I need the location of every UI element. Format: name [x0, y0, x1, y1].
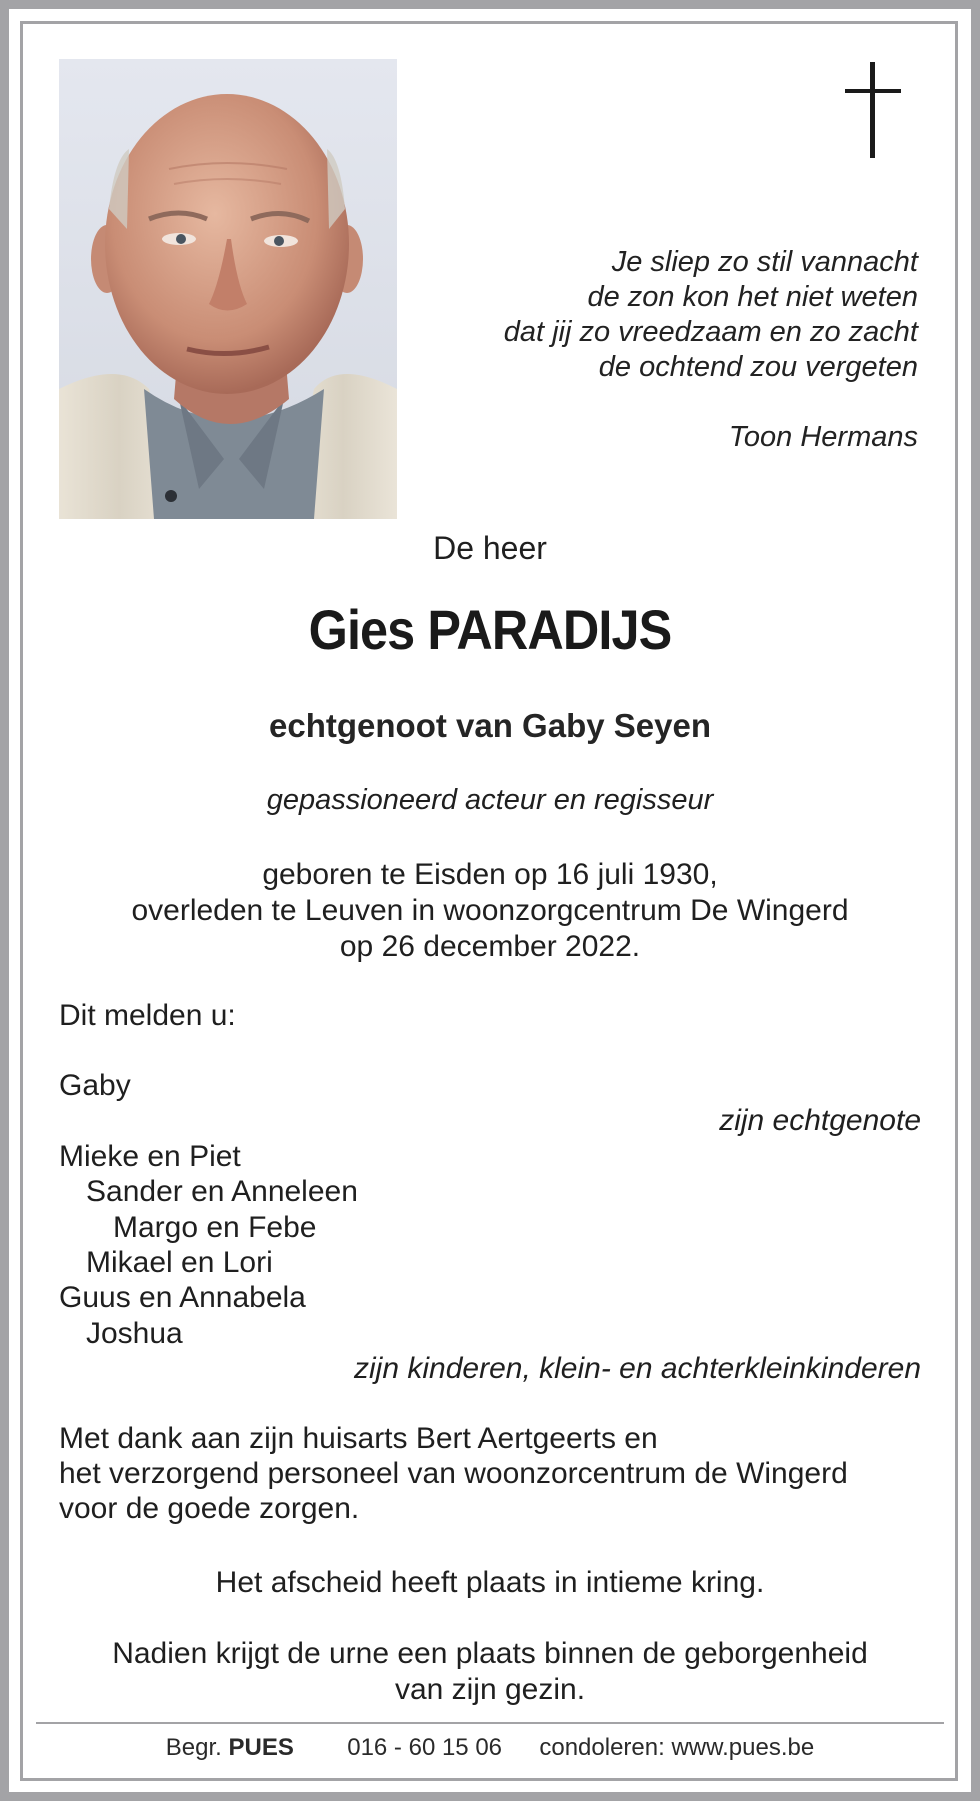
announcement: Dit melden u:: [59, 999, 236, 1032]
footer-divider: [36, 1722, 944, 1724]
honorific: De heer: [433, 530, 547, 566]
family-spouse-name: Gaby: [59, 1069, 131, 1102]
family-member: Margo en Febe: [113, 1210, 317, 1244]
cross-icon: [845, 62, 901, 158]
family-spouse-role: zijn echtgenote: [719, 1104, 921, 1138]
life-dates: [0, 857, 980, 965]
footer-phone: 016 - 60 15 06: [347, 1734, 503, 1761]
urn-line: van zijn gezin.: [394, 1673, 586, 1706]
footer-condolence-link[interactable]: condoleren: www.pues.be: [539, 1734, 815, 1761]
family-member: Joshua: [86, 1316, 183, 1350]
footer-prefix: Begr.: [165, 1734, 222, 1761]
poem-line: de zon kon het niet weten: [587, 281, 918, 313]
family-member: Guus en Annabela: [59, 1281, 306, 1315]
poem: [318, 245, 918, 455]
footer: [0, 1734, 980, 1762]
thanks-line: voor de goede zorgen.: [59, 1492, 360, 1525]
funeral-company: PUES: [228, 1734, 294, 1761]
dates-line: overleden te Leuven in woonzorgcentrum De Wingerd: [131, 894, 849, 927]
dates-line: op 26 december 2022.: [339, 930, 641, 963]
urn-notice: [0, 1636, 980, 1708]
dates-line: geboren te Eisden op 16 juli 1930,: [262, 858, 718, 891]
family-member: Sander en Anneleen: [86, 1175, 358, 1209]
family-member: Mieke en Piet: [59, 1139, 241, 1173]
poem-author: Toon Hermans: [728, 421, 918, 453]
profession: gepassioneerd acteur en regisseur: [266, 784, 714, 816]
poem-line: de ochtend zou vergeten: [598, 351, 918, 383]
spouse-line: echtgenoot van Gaby Seyen: [269, 707, 711, 744]
poem-line: dat jij zo vreedzaam en zo zacht: [503, 316, 918, 348]
farewell: Het afscheid heeft plaats in intieme kring.: [215, 1566, 765, 1599]
family-list: [59, 1068, 921, 1387]
thanks-line: het verzorgend personeel van woonzorcentrum de Wingerd: [59, 1457, 848, 1490]
urn-line: Nadien krijgt de urne een plaats binnen de geborgenheid: [112, 1637, 868, 1670]
family-children-role: zijn kinderen, klein- en achterkleinkinderen: [354, 1352, 921, 1386]
deceased-name: Gies PARADIJS: [308, 598, 672, 661]
family-member: Mikael en Lori: [86, 1246, 273, 1280]
poem-line: Je sliep zo stil vannacht: [611, 246, 918, 278]
thanks: [59, 1421, 848, 1526]
thanks-line: Met dank aan zijn huisarts Bert Aertgeerts en: [59, 1422, 658, 1455]
